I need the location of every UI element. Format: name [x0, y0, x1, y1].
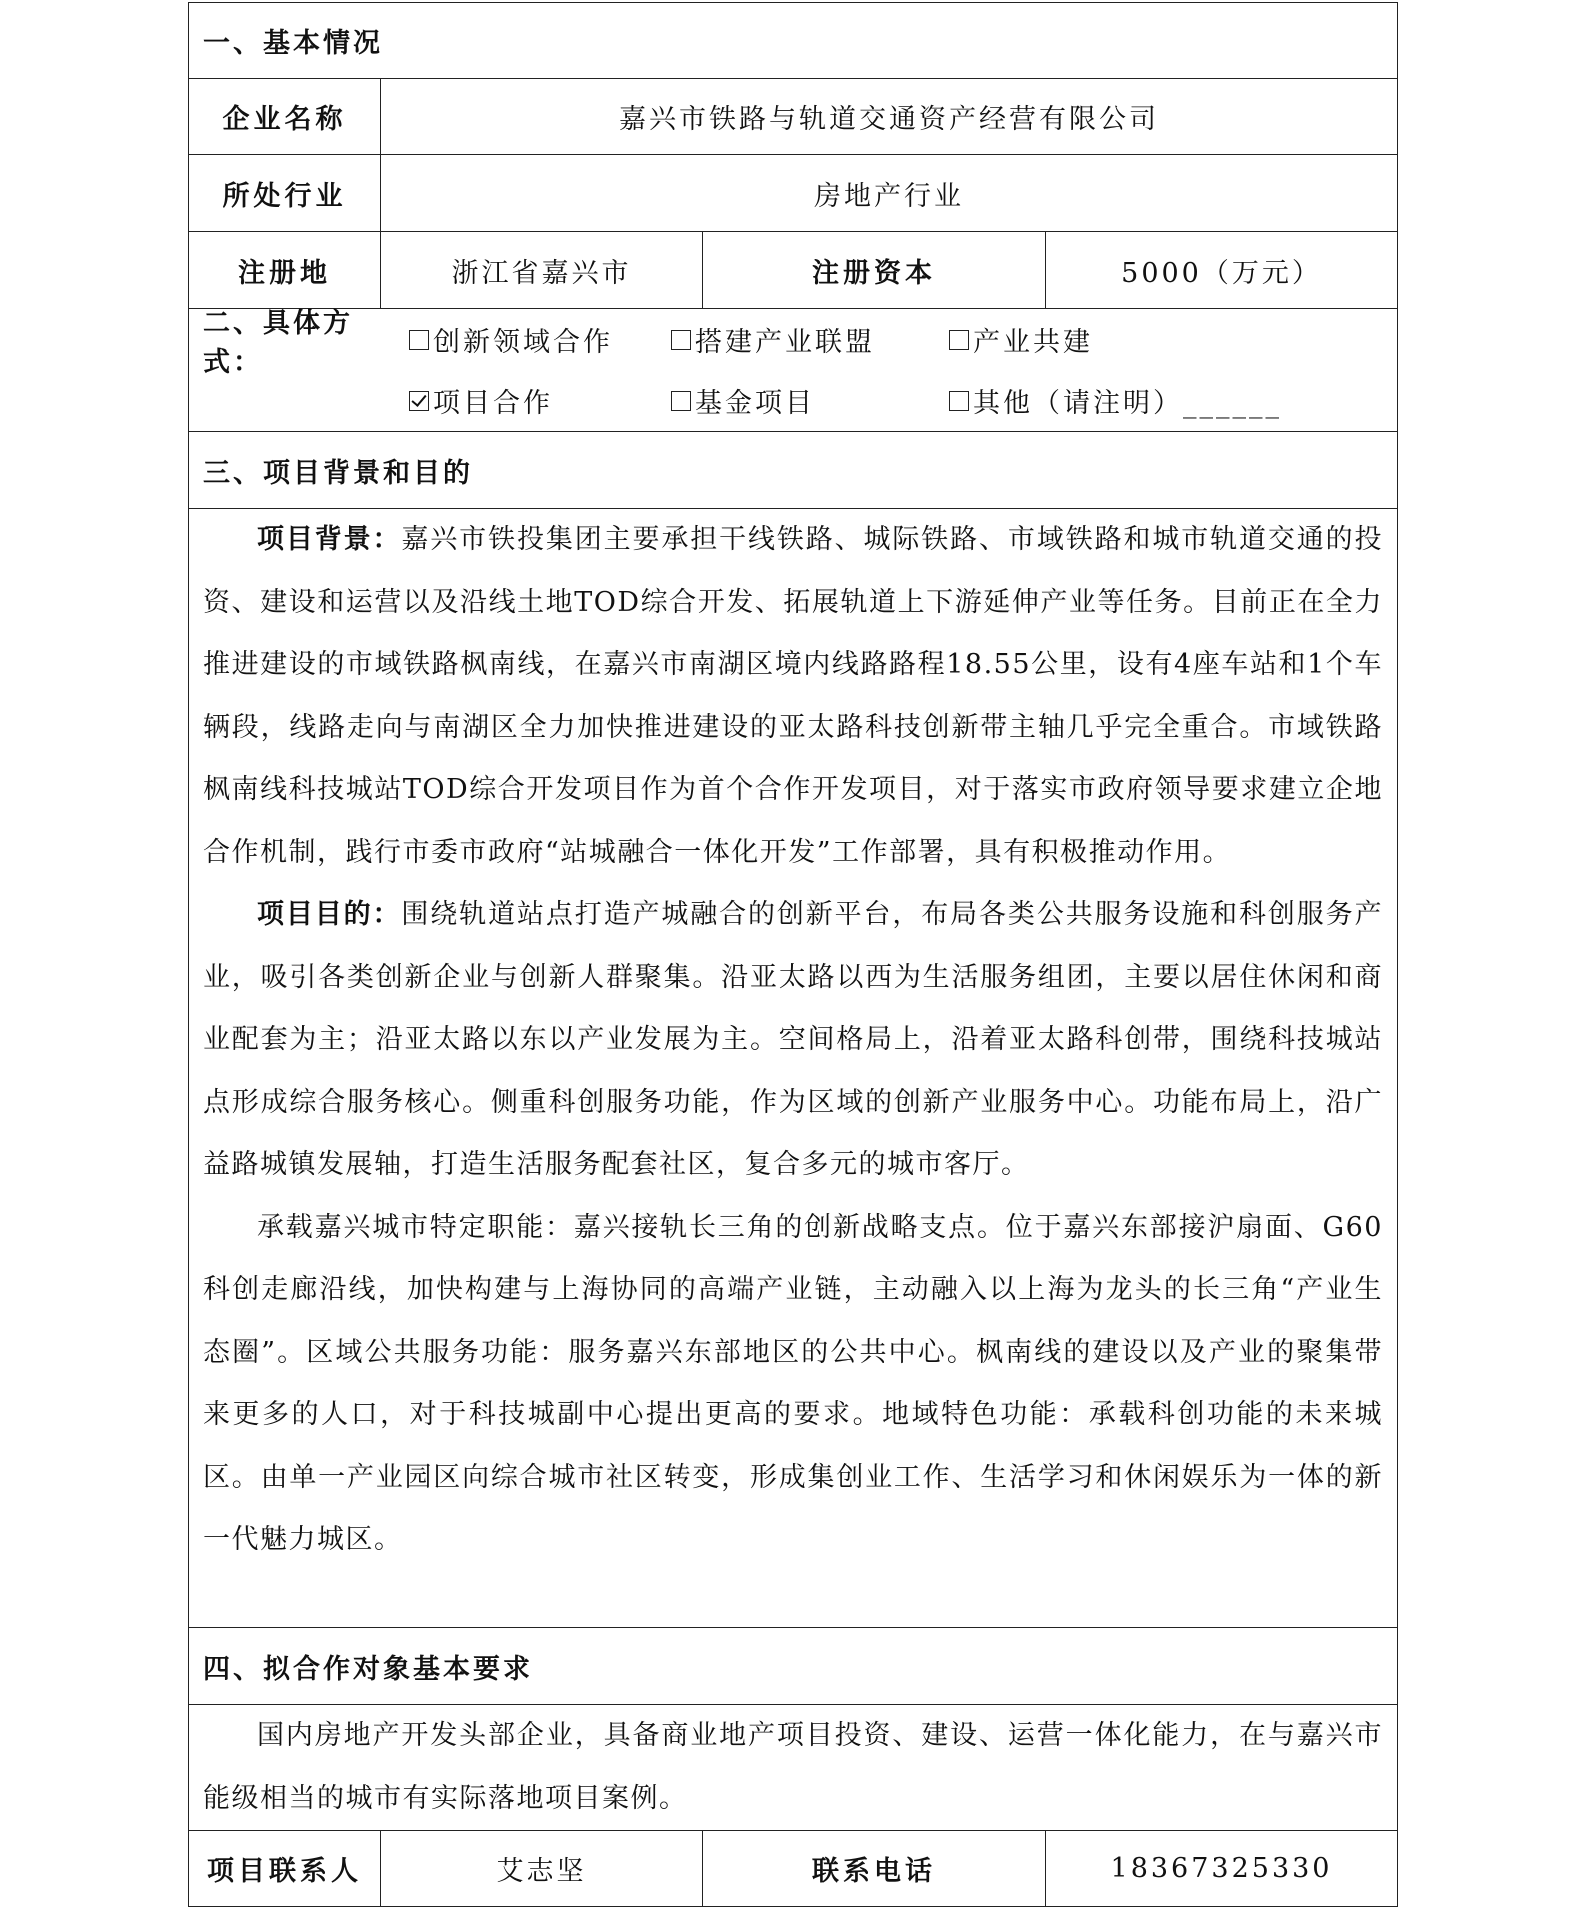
partner-requirements-body [189, 1705, 1398, 1831]
section-partner-requirements-title: 四、拟合作对象基本要求 [189, 1628, 1398, 1705]
functions-paragraph: 承载嘉兴城市特定职能：嘉兴接轨长三角的创新战略支点。位于嘉兴东部接沪扇面、G60科创走廊沿线，加快构建与上海协同的高端产业链，主动融入以上海为龙头的长三角“产业生态圈”。区域公共服务功能：服务嘉兴东部地区的公共中心。枫南线的建设以及产业的聚集带来更多的人口，对于科技城副中心提出更高的要求。地域特色功能：承载科创功能的未来城区。由单一产业园区向综合城市社区转变，形成集创业工作、生活学习和休闲娱乐为一体的新一代魅力城区。 [203, 1211, 1383, 1555]
purpose-paragraph [203, 884, 1383, 1197]
checkbox-icon[interactable] [949, 391, 969, 411]
checkbox-icon[interactable] [409, 330, 429, 350]
option-label: 项目合作 [433, 388, 553, 419]
registration-place-value: 浙江省嘉兴市 [381, 232, 703, 309]
option-innovation-cooperation[interactable] [409, 320, 671, 359]
option-project-cooperation[interactable] [409, 381, 671, 420]
option-label: 其他（请注明）______ [973, 388, 1282, 419]
cooperation-form [188, 2, 1397, 1907]
section-basic-info-title: 一、基本情况 [189, 3, 1398, 79]
project-background-body [189, 509, 1398, 1628]
option-label: 产业共建 [973, 327, 1093, 358]
industry-label: 所处行业 [189, 155, 381, 232]
section-background-title: 三、项目背景和目的 [189, 432, 1398, 509]
company-name-value: 嘉兴市铁路与轨道交通资产经营有限公司 [381, 79, 1398, 155]
option-label: 创新领域合作 [433, 327, 613, 358]
registered-capital-label: 注册资本 [703, 232, 1046, 309]
contact-person-value: 艾志坚 [381, 1831, 703, 1907]
background-label: 项目背景： [257, 524, 402, 555]
option-other[interactable] [949, 381, 1282, 420]
contact-phone-value: 18367325330 [1046, 1831, 1398, 1907]
option-industry-co-building[interactable] [949, 320, 1093, 359]
checkbox-icon[interactable] [949, 330, 969, 350]
background-text: 嘉兴市铁投集团主要承担干线铁路、城际铁路、市域铁路和城市轨道交通的投资、建设和运营以及沿线土地TOD综合开发、拓展轨道上下游延伸产业等任务。目前正在全力推进建设的市域铁路枫南线，在嘉兴市南湖区境内线路路程18.55公里，设有4座车站和1个车辆段，线路走向与南湖区全力加快推进建设的亚太路科技创新带主轴几乎完全重合。市域铁路枫南线科技城站TOD综合开发项目作为首个合作开发项目，对于落实市政府领导要求建立企地合作机制，践行市委市政府“站城融合一体化开发”工作部署，具有积极推动作用。 [203, 524, 1384, 868]
section-mode-title: 二、具体方式： [203, 307, 353, 378]
industry-value: 房地产行业 [381, 155, 1398, 232]
checkbox-icon[interactable] [671, 330, 691, 350]
contact-phone-label: 联系电话 [703, 1831, 1046, 1907]
form-table [188, 2, 1398, 1907]
company-name-label: 企业名称 [189, 79, 381, 155]
cooperation-mode-section [189, 309, 1398, 432]
contact-person-label: 项目联系人 [189, 1831, 381, 1907]
checkbox-icon[interactable] [671, 391, 691, 411]
checkbox-checked-icon[interactable] [409, 391, 429, 411]
option-label: 基金项目 [695, 388, 815, 419]
option-label: 搭建产业联盟 [695, 327, 875, 358]
requirements-text: 国内房地产开发头部企业，具备商业地产项目投资、建设、运营一体化能力，在与嘉兴市能级相当的城市有实际落地项目案例。 [203, 1720, 1383, 1814]
background-paragraph [203, 509, 1383, 884]
registration-place-label: 注册地 [189, 232, 381, 309]
registered-capital-value: 5000（万元） [1046, 232, 1398, 309]
option-industry-alliance[interactable] [671, 320, 949, 359]
option-fund-project[interactable] [671, 381, 949, 420]
purpose-text: 围绕轨道站点打造产城融合的创新平台，布局各类公共服务设施和科创服务产业，吸引各类创新企业与创新人群聚集。沿亚太路以西为生活服务组团，主要以居住休闲和商业配套为主；沿亚太路以东以产业发展为主。空间格局上，沿着亚太路科创带，围绕科技城站点形成综合服务核心。侧重科创服务功能，作为区域的创新产业服务中心。功能布局上，沿广益路城镇发展轴，打造生活服务配套社区，复合多元的城市客厅。 [203, 899, 1384, 1180]
purpose-label: 项目目的： [257, 899, 402, 930]
